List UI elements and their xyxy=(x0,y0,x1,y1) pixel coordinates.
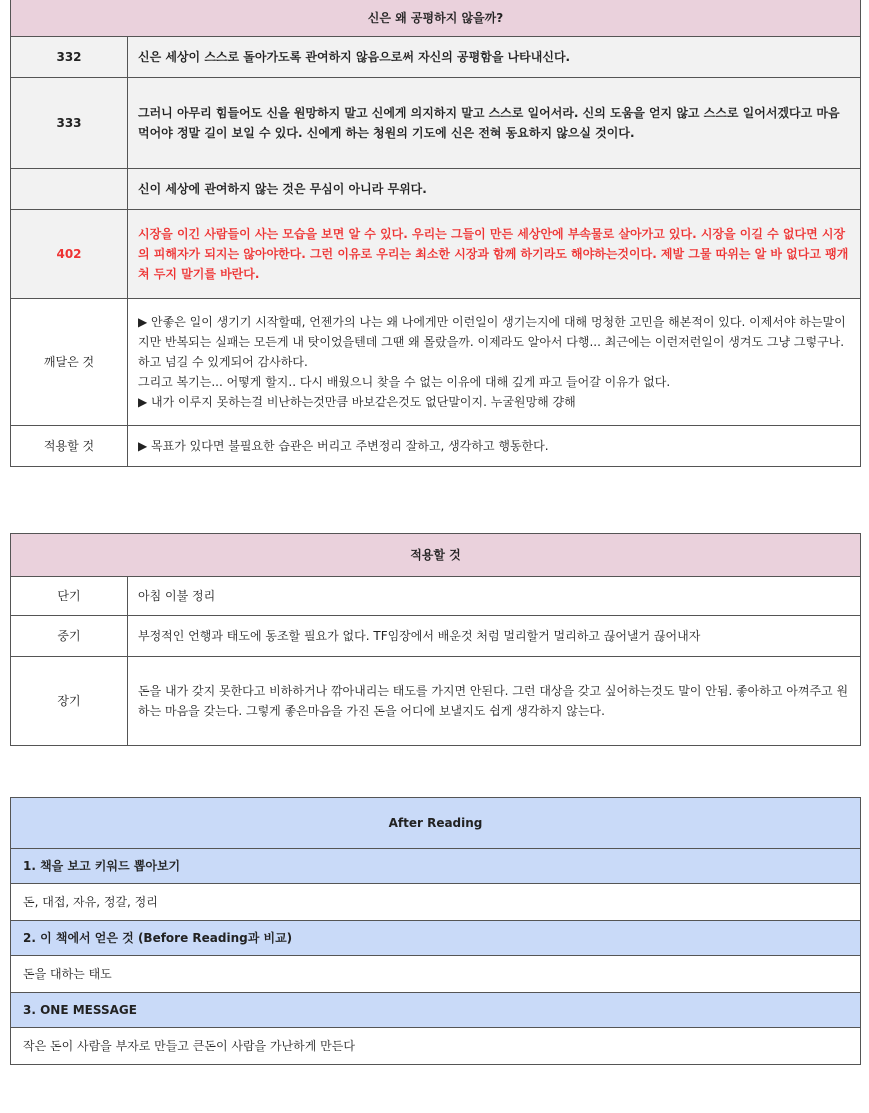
realized-line: ▶ 안좋은 일이 생기기 시작할때, 언젠가의 나는 왜 나에게만 이런일이 생기는지에 대해 멍청한 고민을 해본적이 있다. 이제서야 하는말이지만 반복되는 실패는 모든게 내 탓이었을텐데 그땐 왜 몰랐을까. 이제라도 알아서 다행... 최근에는 이런저런일이 생겨도 그냥 그렇구나. 하고 넘길 수 있게되어 감사하다. xyxy=(138,315,846,369)
page-number: 332 xyxy=(11,37,128,78)
page-number xyxy=(11,169,128,210)
apply-table-title: 적용할 것 xyxy=(11,534,861,577)
table-row xyxy=(11,426,861,467)
quote-text: 신은 세상이 스스로 돌아가도록 관여하지 않음으로써 자신의 공평함을 나타내신다. xyxy=(128,37,861,78)
table-row xyxy=(11,299,861,426)
section-answer: 돈을 대하는 태도 xyxy=(11,956,861,993)
apply-table xyxy=(10,533,861,746)
term-text: 부정적인 언행과 태도에 동조할 필요가 없다. TF임장에서 배운것 처럼 멀리할거 멀리하고 끊어낼거 끊어내자 xyxy=(128,616,861,657)
table-row xyxy=(11,37,861,78)
page-number: 333 xyxy=(11,78,128,169)
term-text: 돈을 내가 갖지 못한다고 비하하거나 깎아내리는 태도를 가지면 안된다. 그런 대상을 갖고 싶어하는것도 말이 안됨. 좋아하고 아껴주고 원하는 마음을 갖는다. 그렇게 좋은마음을 가진 돈을 어디에 보낼지도 쉽게 생각하지 않는다. xyxy=(128,657,861,746)
table-row xyxy=(11,616,861,657)
section-title: 2. 이 책에서 얻은 것 (Before Reading과 비교) xyxy=(11,921,861,956)
term-text: 아침 이불 정리 xyxy=(128,577,861,616)
realized-line: 그리고 복기는... 어떻게 할지.. 다시 배웠으니 찾을 수 없는 이유에 대해 깊게 파고 들어갈 이유가 없다. xyxy=(138,375,671,389)
section-title: 3. ONE MESSAGE xyxy=(11,993,861,1028)
table-row xyxy=(11,210,861,299)
quotes-table xyxy=(10,0,861,467)
quote-text: 시장을 이긴 사람들이 사는 모습을 보면 알 수 있다. 우리는 그들이 만든 세상안에 부속물로 살아가고 있다. 시장을 이길 수 없다면 시장의 피해자가 되지는 않아야한다. 그런 이유로 우리는 최소한 시장과 함께 하기라도 해야하는것이다. 제발 그물 따위는 알 바 없다고 팽개쳐 두지 말기를 바란다. xyxy=(128,210,861,299)
realized-line: ▶ 내가 이루지 못하는걸 비난하는것만큼 바보같은것도 없단말이지. 누굴원망해 걍해 xyxy=(138,395,576,409)
after-reading-table xyxy=(10,797,861,1065)
page-number: 402 xyxy=(11,210,128,299)
section-title: 1. 책을 보고 키워드 뽑아보기 xyxy=(11,849,861,884)
term-label: 중기 xyxy=(11,616,128,657)
table-row xyxy=(11,169,861,210)
quote-text: 신이 세상에 관여하지 않는 것은 무심이 아니라 무위다. xyxy=(128,169,861,210)
realized-label: 깨달은 것 xyxy=(11,299,128,426)
after-reading-title: After Reading xyxy=(11,798,861,849)
section-answer: 작은 돈이 사람을 부자로 만들고 큰돈이 사람을 가난하게 만든다 xyxy=(11,1028,861,1065)
table-row xyxy=(11,577,861,616)
realized-content xyxy=(128,299,861,426)
apply-label: 적용할 것 xyxy=(11,426,128,467)
term-label: 단기 xyxy=(11,577,128,616)
table-row xyxy=(11,657,861,746)
apply-text: ▶ 목표가 있다면 불필요한 습관은 버리고 주변정리 잘하고, 생각하고 행동한다. xyxy=(128,426,861,467)
term-label: 장기 xyxy=(11,657,128,746)
quote-text: 그러니 아무리 힘들어도 신을 원망하지 말고 신에게 의지하지 말고 스스로 일어서라. 신의 도움을 얻지 않고 스스로 일어서겠다고 마음 먹어야 정말 길이 보일 수 있다. 신에게 하는 청원의 기도에 신은 전혀 동요하지 않으실 것이다. xyxy=(128,78,861,169)
quotes-table-title: 신은 왜 공평하지 않을까? xyxy=(11,0,861,37)
table-row xyxy=(11,78,861,169)
section-answer: 돈, 대접, 자유, 정갈, 정리 xyxy=(11,884,861,921)
